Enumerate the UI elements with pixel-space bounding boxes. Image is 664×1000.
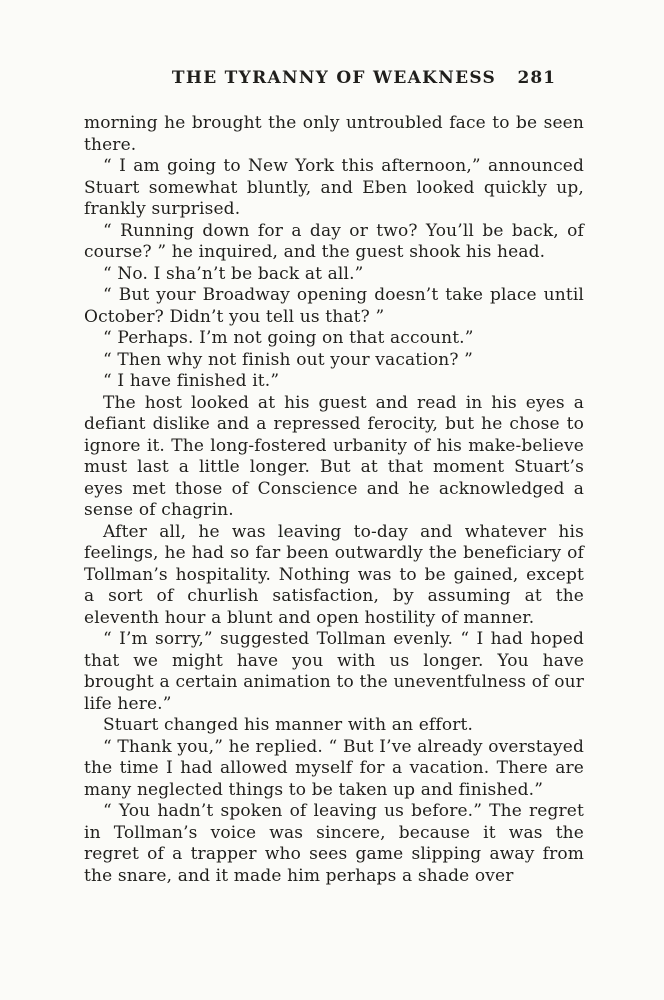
body-text — [84, 113, 584, 887]
paragraph: “ Running down for a day or two? You’ll be back, of course? ” he inquired, and the guest shook his head. — [84, 220, 584, 262]
paragraph: “ No. I sha’n’t be back at all.” — [103, 263, 364, 284]
page-header — [84, 68, 584, 88]
paragraph: “ I am going to New York this afternoon,” announced Stuart somewhat bluntly, and Eben looked quickly up, frankly surprised. — [84, 156, 584, 219]
paragraph: “ But your Broadway opening doesn’t take place until October? Didn’t you tell us that? ” — [84, 285, 584, 327]
paragraph: The host looked at his guest and read in his eyes a defiant dislike and a repressed ferocity, but he chose to ignore it. The long-fostered urbanity of his make-believe must last a little longer. But at that moment Stuart’s eyes met those of Conscience and he acknowledged a sense of chagrin. — [84, 392, 584, 520]
paragraph: After all, he was leaving to-day and whatever his feelings, he had so far been outwardly the beneficiary of Tollman’s hospitality. Nothing was to be gained, except a sort of churlish satisfaction, by assuming at the eleventh hour a blunt and open hostility of manner. — [84, 521, 584, 628]
paragraph: “ You hadn’t spoken of leaving us before.” The regret in Tollman’s voice was sincere, because it was the regret of a trapper who sees game slipping away from the snare, and it made him perhaps a shade over — [84, 801, 584, 886]
paragraph: morning he brought the only untroubled face to be seen there. — [84, 113, 584, 155]
paragraph: “ I’m sorry,” suggested Tollman evenly. “ I had hoped that we might have you with us longer. You have brought a certain animation to the uneventfulness of our life here.” — [84, 629, 584, 714]
paragraph: “ Thank you,” he replied. “ But I’ve already overstayed the time I had allowed myself for a vacation. There are many neglected things to be taken up and finished.” — [84, 736, 584, 800]
paragraph: “ Then why not finish out your vacation? ” — [103, 349, 474, 370]
running-title: THE TYRANNY OF WEAKNESS — [171, 68, 497, 88]
page-number: 281 — [517, 68, 556, 88]
paragraph: “ I have finished it.” — [103, 371, 280, 391]
paragraph: Stuart changed his manner with an effort. — [103, 715, 474, 735]
paragraph: “ Perhaps. I’m not going on that account.” — [103, 328, 474, 348]
